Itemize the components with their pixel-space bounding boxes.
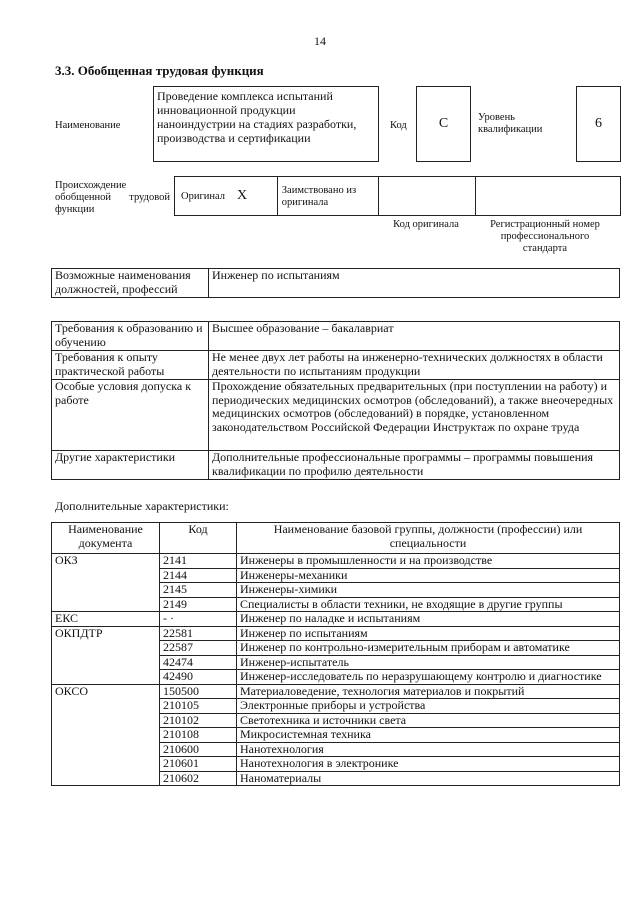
origin-row bbox=[174, 176, 620, 216]
positions-table bbox=[51, 268, 620, 298]
name-cell: Светотехника и источники света bbox=[237, 713, 620, 728]
name-cell: Инженеры-механики bbox=[237, 568, 620, 583]
name-value: Проведение комплекса испытаний инновационной продукции наноиндустрии на стадиях разработки, производства и сертификации bbox=[153, 86, 379, 162]
table-header bbox=[52, 523, 620, 554]
req-label: Требования к образованию и обучению bbox=[52, 322, 209, 351]
req-label: Требования к опыту практической работы bbox=[52, 351, 209, 380]
code-cell: 210601 bbox=[160, 757, 237, 772]
code-cell: 210108 bbox=[160, 728, 237, 743]
name-cell: Микросистемная техника bbox=[237, 728, 620, 743]
additional-title: Дополнительные характеристики: bbox=[55, 499, 229, 513]
code-cell: 210102 bbox=[160, 713, 237, 728]
table-row bbox=[52, 554, 620, 569]
code-cell: 150500 bbox=[160, 684, 237, 699]
code-cell: - · bbox=[160, 612, 237, 627]
req-row bbox=[52, 351, 620, 380]
page-number: 14 bbox=[314, 34, 326, 48]
name-cell: Инженер по контрольно-измерительным приборам и автоматике bbox=[237, 641, 620, 656]
name-cell: Инженеры в промышленности и на производстве bbox=[237, 554, 620, 569]
table-row bbox=[52, 684, 620, 699]
name-cell: Наноматериалы bbox=[237, 771, 620, 786]
code-cell: 210602 bbox=[160, 771, 237, 786]
name-cell: Инженеры-химики bbox=[237, 583, 620, 598]
code-cell: 2144 bbox=[160, 568, 237, 583]
name-cell: Электронные приборы и устройства bbox=[237, 699, 620, 714]
table-row bbox=[52, 612, 620, 627]
code-original-cell bbox=[378, 176, 477, 216]
name-cell: Инженер по наладке и испытаниям bbox=[237, 612, 620, 627]
req-row bbox=[52, 451, 620, 480]
name-label: Наименование bbox=[55, 120, 121, 131]
name-cell: Нанотехнология bbox=[237, 742, 620, 757]
name-cell: Инженер по испытаниям bbox=[237, 626, 620, 641]
req-label: Особые условия допуска к работе bbox=[52, 380, 209, 451]
original-label: Оригинал bbox=[181, 190, 225, 202]
header-doc: Наименование документа bbox=[52, 523, 160, 554]
req-label: Другие характеристики bbox=[52, 451, 209, 480]
positions-value: Инженер по испытаниям bbox=[209, 269, 620, 298]
name-cell: Специалисты в области техники, не входящие в другие группы bbox=[237, 597, 620, 612]
table-row bbox=[52, 626, 620, 641]
req-value: Высшее образование – бакалавриат bbox=[209, 322, 620, 351]
req-value: Не менее двух лет работы на инженерно-технических должностях в области деятельности по испытаниям продукции bbox=[209, 351, 620, 380]
name-cell: Инженер-исследователь по неразрушающему контролю и диагностике bbox=[237, 670, 620, 685]
req-row bbox=[52, 380, 620, 451]
doc-cell: ЕКС bbox=[52, 612, 160, 627]
code-cell: 42490 bbox=[160, 670, 237, 685]
code-original-label: Код оригинала bbox=[393, 219, 459, 230]
name-cell: Инженер-испытатель bbox=[237, 655, 620, 670]
reg-number-label: Регистрационный номер профессионального стандарта bbox=[490, 219, 600, 254]
requirements-table bbox=[51, 321, 620, 480]
header-code: Код bbox=[160, 523, 237, 554]
code-cell: 2141 bbox=[160, 554, 237, 569]
code-value: С bbox=[416, 86, 471, 162]
positions-label: Возможные наименования должностей, профессий bbox=[52, 269, 209, 298]
reg-number-cell bbox=[475, 176, 621, 216]
origin-label: Происхождение обобщенной трудовой функции bbox=[55, 180, 170, 215]
code-cell: 42474 bbox=[160, 655, 237, 670]
original-cell bbox=[174, 176, 278, 216]
doc-cell: ОКПДТР bbox=[52, 626, 160, 684]
positions-row bbox=[52, 269, 620, 298]
doc-cell: ОКСО bbox=[52, 684, 160, 786]
additional-table bbox=[51, 522, 620, 786]
code-cell: 2145 bbox=[160, 583, 237, 598]
level-label: Уровень квалификации bbox=[478, 112, 543, 135]
code-cell: 2149 bbox=[160, 597, 237, 612]
original-mark: X bbox=[237, 188, 248, 203]
code-cell: 210600 bbox=[160, 742, 237, 757]
req-value: Дополнительные профессиональные программы – программы повышения квалификации по профилю деятельности bbox=[209, 451, 620, 480]
name-cell: Нанотехнология в электронике bbox=[237, 757, 620, 772]
header-name: Наименование базовой группы, должности (профессии) или специальности bbox=[237, 523, 620, 554]
section-title: 3.3. Обобщенная трудовая функция bbox=[55, 63, 264, 78]
req-value: Прохождение обязательных предварительных (при поступлении на работу) и периодических медицинских осмотров (обследований), а также внеочередных медицинских осмотров (обследований) в порядке, установленном законодательством Российской Федерации Инструктаж по охране труда bbox=[209, 380, 620, 451]
code-label: Код bbox=[390, 120, 407, 131]
doc-cell: ОКЗ bbox=[52, 554, 160, 612]
name-cell: Материаловедение, технология материалов и покрытий bbox=[237, 684, 620, 699]
level-value: 6 bbox=[576, 86, 621, 162]
code-cell: 22587 bbox=[160, 641, 237, 656]
borrowed-cell: Заимствовано из оригинала bbox=[277, 176, 379, 216]
code-cell: 210105 bbox=[160, 699, 237, 714]
code-cell: 22581 bbox=[160, 626, 237, 641]
req-row bbox=[52, 322, 620, 351]
